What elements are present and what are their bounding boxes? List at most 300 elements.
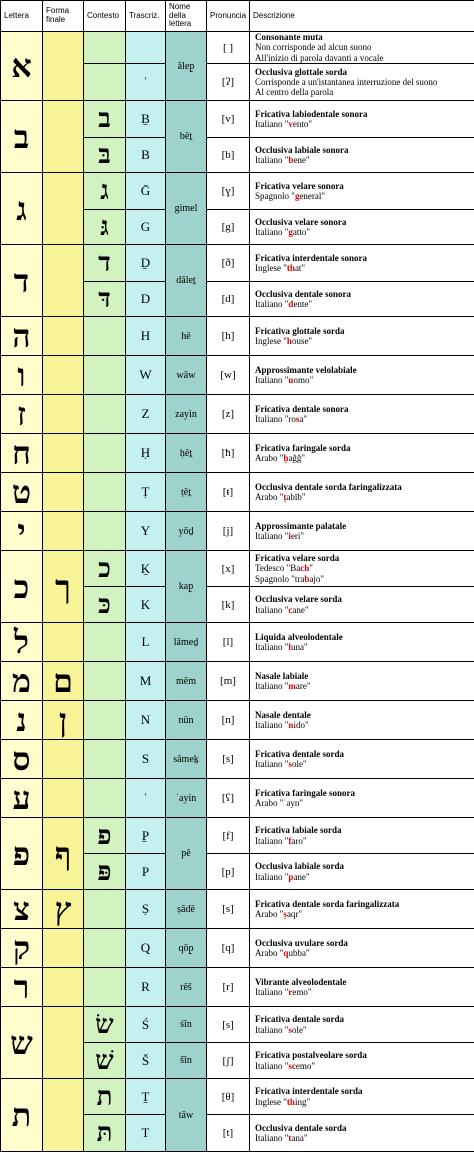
- description-line: [255, 1133, 474, 1143]
- table-row: [1, 1079, 474, 1115]
- example-prefix: Italiano ": [255, 1025, 288, 1035]
- letter-name-cell: šīn: [166, 1043, 207, 1079]
- context-cell: כּ: [84, 587, 126, 623]
- example-prefix: Italiano "ro: [255, 414, 296, 424]
- description-title: Fricativa labiale sorda: [255, 825, 474, 835]
- final-form-cell: [43, 1007, 84, 1079]
- letter-name-cell: sāmeḵ: [166, 740, 207, 779]
- context-cell: דּ: [84, 282, 126, 317]
- transcription-cell: Ḡ: [126, 173, 166, 210]
- description-cell: [250, 968, 474, 1007]
- final-form-cell: ף: [43, 818, 84, 890]
- transcription-cell: Ḥ: [126, 434, 166, 473]
- example-prefix: Italiano ": [255, 375, 288, 385]
- pronunciation-cell: [ʃ]: [207, 1043, 250, 1079]
- pronunciation-cell: [ɣ]: [207, 173, 250, 210]
- final-form-cell: [43, 32, 84, 101]
- description-line: [255, 492, 474, 502]
- description-title: Approssimante palatale: [255, 521, 474, 531]
- letter-name-cell: lāmeḏ: [166, 623, 207, 662]
- header-context: Contesto: [84, 1, 126, 32]
- table-row: [1, 701, 474, 740]
- final-form-cell: ך: [43, 551, 84, 623]
- letter-name-cell: kap̱: [166, 551, 207, 623]
- description-line: [255, 531, 474, 541]
- letter-cell: פ: [1, 818, 43, 890]
- context-cell: פּ: [84, 854, 126, 890]
- description-line: [255, 191, 474, 201]
- description-line: [255, 77, 474, 87]
- table-row: [1, 512, 474, 551]
- example-highlight: l: [288, 642, 291, 652]
- letter-name-cell: ṣādē: [166, 890, 207, 929]
- example-prefix: Italiano ": [255, 642, 288, 652]
- description-cell: [250, 818, 474, 854]
- letter-name-cell: rēš: [166, 968, 207, 1007]
- letter-name-cell: mēm: [166, 662, 207, 701]
- table-row: [1, 623, 474, 662]
- letter-cell: ק: [1, 929, 43, 968]
- example-suffix: eneral": [299, 191, 325, 201]
- transcription-cell: Ś: [126, 1007, 166, 1043]
- example-suffix: a": [299, 414, 307, 424]
- example-highlight: u: [288, 375, 293, 385]
- description-title: Fricativa dentale sorda: [255, 1014, 474, 1024]
- example-highlight: b: [304, 574, 309, 584]
- description-cell: [250, 173, 474, 210]
- transcription-cell: P̱: [126, 818, 166, 854]
- description-cell: [250, 64, 474, 101]
- example-prefix: Italiano ": [255, 720, 288, 730]
- example-suffix: ouse": [292, 336, 312, 346]
- description-cell: [250, 317, 474, 356]
- description-cell: [250, 282, 474, 317]
- letter-name-cell: yōḏ: [166, 512, 207, 551]
- example-suffix: ento": [293, 119, 312, 129]
- final-form-cell: [43, 356, 84, 395]
- letter-cell: ו: [1, 356, 43, 395]
- example-prefix: Italiano ": [255, 299, 288, 309]
- letter-name-cell: hē: [166, 317, 207, 356]
- example-prefix: Arabo ": [255, 492, 283, 502]
- context-cell: [84, 356, 126, 395]
- example-suffix: ing": [295, 1097, 310, 1107]
- header-letter-name: Nome della lettera: [166, 1, 207, 32]
- transcription-cell: Š: [126, 1043, 166, 1079]
- table-row: [1, 101, 474, 138]
- table-row: [1, 818, 474, 854]
- transcription-cell: K: [126, 587, 166, 623]
- context-cell: [84, 512, 126, 551]
- table-row: [1, 434, 474, 473]
- description-line: [255, 909, 474, 919]
- description-title: Fricativa faringale sonora: [255, 788, 474, 798]
- transcription-cell: ʾ: [126, 64, 166, 101]
- description-title: Fricativa postalveolare sorda: [255, 1050, 474, 1060]
- description-line: [255, 42, 474, 52]
- description-cell: [250, 434, 474, 473]
- description-cell: [250, 1079, 474, 1115]
- example-highlight: c: [288, 605, 292, 615]
- pronunciation-cell: [l]: [207, 623, 250, 662]
- pronunciation-cell: [ð]: [207, 245, 250, 282]
- context-cell: [84, 929, 126, 968]
- transcription-cell: Ṭ: [126, 473, 166, 512]
- context-cell: ג: [84, 173, 126, 210]
- example-suffix: ana": [291, 1133, 307, 1143]
- letter-cell: צ: [1, 890, 43, 929]
- example-highlight: ṭ: [283, 492, 286, 502]
- final-form-cell: [43, 245, 84, 317]
- transcription-cell: P: [126, 854, 166, 890]
- transcription-cell: S: [126, 740, 166, 779]
- pronunciation-cell: [ŧ]: [207, 473, 250, 512]
- letter-name-cell: pē: [166, 818, 207, 890]
- example-highlight: g: [295, 191, 300, 201]
- example-highlight: p: [288, 872, 293, 882]
- description-line: [255, 336, 474, 346]
- example-highlight: i: [288, 531, 291, 541]
- description-title: Occlusiva dentale sorda: [255, 1123, 474, 1133]
- example-prefix: Italiano ": [255, 872, 288, 882]
- letter-cell: ב: [1, 101, 43, 173]
- table-row: [1, 929, 474, 968]
- example-highlight: s: [288, 759, 292, 769]
- header-pronunciation: Pronuncia: [207, 1, 250, 32]
- pronunciation-cell: [t]: [207, 1115, 250, 1152]
- letter-cell: א: [1, 32, 43, 101]
- context-cell: שׂ: [84, 1007, 126, 1043]
- description-title: Occlusiva velare sorda: [255, 594, 474, 604]
- example-prefix: Italiano ": [255, 1133, 288, 1143]
- description-cell: [250, 138, 474, 173]
- transcription-cell: Ḏ: [126, 245, 166, 282]
- description-line: [255, 948, 474, 958]
- table-row: [1, 551, 474, 587]
- example-prefix: Arabo ": [255, 909, 283, 919]
- example-suffix: at": [295, 263, 305, 273]
- final-form-cell: [43, 968, 84, 1007]
- header-letter: Lettera: [1, 1, 43, 32]
- letter-cell: ת: [1, 1079, 43, 1152]
- letter-name-cell: qōp̱: [166, 929, 207, 968]
- example-suffix: emo": [292, 987, 311, 997]
- description-line: [255, 53, 474, 63]
- context-cell: [84, 890, 126, 929]
- transcription-cell: Ṣ: [126, 890, 166, 929]
- example-prefix: Italiano ": [255, 759, 288, 769]
- description-cell: [250, 1115, 474, 1152]
- description-cell: [250, 587, 474, 623]
- pronunciation-cell: [s]: [207, 740, 250, 779]
- description-line: [255, 872, 474, 882]
- table-row: [1, 662, 474, 701]
- description-title: Fricativa glottale sorda: [255, 326, 474, 336]
- context-cell: ד: [84, 245, 126, 282]
- table-row: [1, 740, 474, 779]
- table-row: [1, 173, 474, 210]
- context-cell: כ: [84, 551, 126, 587]
- description-title: Fricativa dentale sorda: [255, 749, 474, 759]
- letter-name-cell: zayin: [166, 395, 207, 434]
- example-prefix: Non corrisponde ad alcun suono: [255, 42, 371, 52]
- letter-name-cell: tāw: [166, 1079, 207, 1152]
- description-cell: [250, 890, 474, 929]
- example-highlight: t: [288, 1133, 291, 1143]
- context-cell: [84, 317, 126, 356]
- example-suffix: ajo": [309, 574, 324, 584]
- example-highlight: ṣ: [283, 909, 287, 919]
- example-prefix: Italiano ": [255, 155, 288, 165]
- context-cell: [84, 434, 126, 473]
- description-line: [255, 227, 474, 237]
- context-cell: [84, 64, 126, 101]
- final-form-cell: [43, 512, 84, 551]
- description-title: Nasale dentale: [255, 710, 474, 720]
- letter-name-cell: ʿayin: [166, 779, 207, 818]
- letter-cell: ש: [1, 1007, 43, 1079]
- letter-name-cell: ālep̱: [166, 32, 207, 101]
- description-cell: [250, 662, 474, 701]
- description-title: Occlusiva labiale sorda: [255, 861, 474, 871]
- description-line: [255, 563, 474, 573]
- example-highlight: f: [288, 836, 291, 846]
- context-cell: [84, 473, 126, 512]
- description-cell: [250, 854, 474, 890]
- description-line: [255, 987, 474, 997]
- pronunciation-cell: [d]: [207, 282, 250, 317]
- example-highlight: n: [288, 720, 293, 730]
- letter-cell: ה: [1, 317, 43, 356]
- transcription-cell: Q: [126, 929, 166, 968]
- example-suffix: ole": [292, 1025, 307, 1035]
- context-cell: בּ: [84, 138, 126, 173]
- pronunciation-cell: [n]: [207, 701, 250, 740]
- header-transcription: Trascriz.: [126, 1, 166, 32]
- header-final-form: Forma finale: [43, 1, 84, 32]
- final-form-cell: [43, 101, 84, 173]
- pronunciation-cell: [ħ]: [207, 434, 250, 473]
- context-cell: [84, 662, 126, 701]
- context-cell: [84, 701, 126, 740]
- context-cell: [84, 740, 126, 779]
- description-line: [255, 375, 474, 385]
- description-title: Occlusiva labiale sonora: [255, 145, 474, 155]
- example-highlight: g: [288, 227, 293, 237]
- pronunciation-cell: [p]: [207, 854, 250, 890]
- letter-cell: י: [1, 512, 43, 551]
- pronunciation-cell: [q]: [207, 929, 250, 968]
- example-prefix: Tedesco "Ba: [255, 563, 300, 573]
- letter-name-cell: ḥēṯ: [166, 434, 207, 473]
- final-form-cell: [43, 779, 84, 818]
- table-row: [1, 395, 474, 434]
- pronunciation-cell: [h]: [207, 317, 250, 356]
- transcription-cell: [126, 32, 166, 64]
- example-suffix: ubba": [288, 948, 309, 958]
- description-title: Fricativa velare sonora: [255, 181, 474, 191]
- pronunciation-cell: [b]: [207, 138, 250, 173]
- description-line: [255, 453, 474, 463]
- example-highlight: d: [288, 299, 293, 309]
- description-title: Occlusiva dentale sorda faringalizzata: [255, 482, 474, 492]
- description-cell: [250, 1007, 474, 1043]
- description-title: Consonante muta: [255, 32, 474, 42]
- context-cell: שׁ: [84, 1043, 126, 1079]
- description-title: Fricativa velare sorda: [255, 553, 474, 563]
- pronunciation-cell: [g]: [207, 210, 250, 245]
- example-prefix: Inglese ": [255, 336, 287, 346]
- pronunciation-cell: [f]: [207, 818, 250, 854]
- example-highlight: th: [287, 1097, 295, 1107]
- description-title: Vibrante alveolodentale: [255, 977, 474, 987]
- transcription-cell: T: [126, 1115, 166, 1152]
- description-cell: [250, 1043, 474, 1079]
- context-cell: [84, 968, 126, 1007]
- final-form-cell: [43, 740, 84, 779]
- header-description: Descrizione: [250, 1, 474, 32]
- description-cell: [250, 701, 474, 740]
- example-suffix: emo": [296, 1061, 315, 1071]
- description-line: [255, 605, 474, 615]
- pronunciation-cell: [v]: [207, 101, 250, 138]
- letter-cell: ג: [1, 173, 43, 245]
- example-prefix: Italiano ": [255, 1061, 288, 1071]
- description-line: [255, 263, 474, 273]
- context-cell: [84, 395, 126, 434]
- example-highlight: sc: [288, 1061, 296, 1071]
- context-cell: ב: [84, 101, 126, 138]
- example-suffix: aqr": [287, 909, 302, 919]
- description-title: Occlusiva uvulare sorda: [255, 938, 474, 948]
- description-title: Fricativa dentale sorda faringalizzata: [255, 899, 474, 909]
- description-cell: [250, 210, 474, 245]
- context-cell: [84, 779, 126, 818]
- example-prefix: All'inizio di parola davanti a vocale: [255, 53, 383, 63]
- table-row: [1, 890, 474, 929]
- transcription-cell: B: [126, 138, 166, 173]
- pronunciation-cell: [ʕ]: [207, 779, 250, 818]
- transcription-cell: W: [126, 356, 166, 395]
- example-suffix: omo": [293, 375, 313, 385]
- example-suffix: ene": [293, 155, 309, 165]
- example-suffix: ": [309, 563, 313, 573]
- transcription-cell: Y: [126, 512, 166, 551]
- table-row: [1, 779, 474, 818]
- example-prefix: Italiano ": [255, 531, 288, 541]
- pronunciation-cell: [m]: [207, 662, 250, 701]
- example-prefix: Italiano ": [255, 119, 288, 129]
- transcription-cell: R: [126, 968, 166, 1007]
- example-prefix: Spagnolo "tra: [255, 574, 304, 584]
- pronunciation-cell: [s]: [207, 1007, 250, 1043]
- letter-name-cell: dāleṯ: [166, 245, 207, 317]
- description-line: [255, 119, 474, 129]
- pronunciation-cell: [r]: [207, 968, 250, 1007]
- example-highlight: ʿ: [283, 798, 286, 808]
- letter-cell: ע: [1, 779, 43, 818]
- description-cell: [250, 779, 474, 818]
- description-cell: [250, 245, 474, 282]
- description-cell: [250, 512, 474, 551]
- example-prefix: Italiano ": [255, 227, 288, 237]
- description-line: [255, 299, 474, 309]
- example-prefix: Al centro della parola: [255, 87, 333, 97]
- final-form-cell: ץ: [43, 890, 84, 929]
- example-highlight: b: [288, 155, 293, 165]
- transcription-cell: D: [126, 282, 166, 317]
- description-title: Fricativa dentale sonora: [255, 404, 474, 414]
- transcription-cell: L: [126, 623, 166, 662]
- description-title: Fricativa faringale sorda: [255, 443, 474, 453]
- final-form-cell: [43, 173, 84, 245]
- example-suffix: aro": [291, 836, 306, 846]
- transcription-cell: G: [126, 210, 166, 245]
- description-line: [255, 642, 474, 652]
- example-suffix: ane": [293, 872, 309, 882]
- context-cell: פ: [84, 818, 126, 854]
- description-cell: [250, 473, 474, 512]
- letter-name-cell: gimel: [166, 173, 207, 245]
- example-highlight: th: [287, 263, 295, 273]
- final-form-cell: [43, 1079, 84, 1152]
- example-suffix: una": [291, 642, 308, 652]
- example-suffix: ole": [292, 759, 307, 769]
- letter-name-cell: ṭēṯ: [166, 473, 207, 512]
- context-cell: [84, 32, 126, 64]
- example-prefix: Spagnolo ": [255, 191, 295, 201]
- description-title: Occlusiva glottale sorda: [255, 67, 474, 77]
- pronunciation-cell: [s]: [207, 890, 250, 929]
- description-cell: [250, 740, 474, 779]
- letter-name-cell: bēṯ: [166, 101, 207, 173]
- description-cell: [250, 623, 474, 662]
- description-line: [255, 87, 474, 97]
- letter-name-cell: nūn: [166, 701, 207, 740]
- description-title: Fricativa interdentale sorda: [255, 1086, 474, 1096]
- pronunciation-cell: [ʔ]: [207, 64, 250, 101]
- example-suffix: abīb": [286, 492, 305, 502]
- letter-cell: ס: [1, 740, 43, 779]
- description-line: [255, 1061, 474, 1071]
- transcription-cell: M: [126, 662, 166, 701]
- description-line: [255, 1097, 474, 1107]
- context-cell: ת: [84, 1079, 126, 1115]
- letter-cell: ח: [1, 434, 43, 473]
- transcription-cell: ʿ: [126, 779, 166, 818]
- letter-cell: ט: [1, 473, 43, 512]
- description-line: [255, 720, 474, 730]
- description-cell: [250, 929, 474, 968]
- letter-cell: ל: [1, 623, 43, 662]
- description-line: [255, 414, 474, 424]
- table-row: [1, 245, 474, 282]
- description-line: [255, 759, 474, 769]
- pronunciation-cell: [k]: [207, 587, 250, 623]
- description-title: Occlusiva dentale sonora: [255, 289, 474, 299]
- description-cell: [250, 395, 474, 434]
- pronunciation-cell: [z]: [207, 395, 250, 434]
- final-form-cell: [43, 317, 84, 356]
- example-prefix: Arabo ": [255, 948, 283, 958]
- description-cell: [250, 32, 474, 64]
- table-row: [1, 968, 474, 1007]
- table-row: [1, 317, 474, 356]
- final-form-cell: ן: [43, 701, 84, 740]
- example-prefix: Italiano ": [255, 605, 288, 615]
- table-row: [1, 1007, 474, 1043]
- letter-cell: כ: [1, 551, 43, 623]
